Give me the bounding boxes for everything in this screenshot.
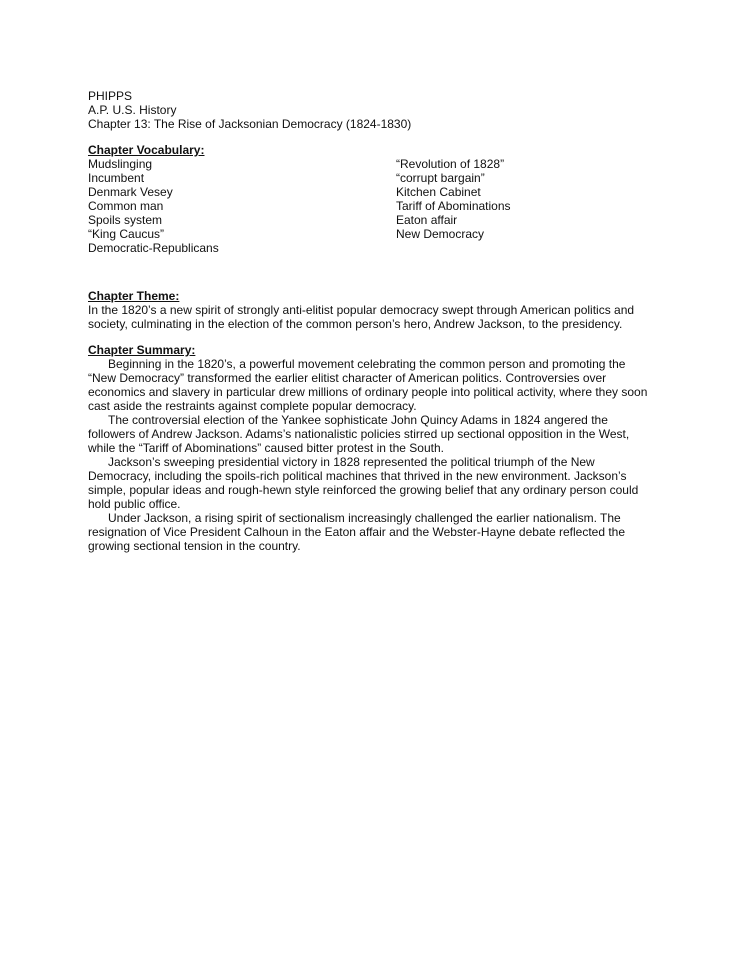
summary-line: Democracy, including the spoils-rich political machines that thrived in the new environment. Jackson’s	[88, 469, 627, 483]
summary-line: followers of Andrew Jackson. Adams’s nationalistic policies stirred up sectional opposition in the West,	[88, 427, 630, 441]
summary-line: Under Jackson, a rising spirit of sectionalism increasingly challenged the earlier nationalism. The	[108, 511, 621, 525]
summary-line: cast aside the restraints against complete popular democracy.	[88, 399, 417, 413]
summary-line: economics and slavery in particular drew millions of ordinary people into political activity, where they soon	[88, 385, 648, 399]
vocabulary-term: Denmark Vesey	[88, 185, 173, 199]
vocabulary-term: Incumbent	[88, 171, 145, 185]
summary-section	[88, 343, 647, 553]
vocabulary-term: Tariff of Abominations	[396, 199, 511, 213]
theme-section	[88, 289, 634, 331]
summary-paragraph	[88, 413, 647, 455]
summary-line: Beginning in the 1820’s, a powerful movement celebrating the common person and promoting the	[108, 357, 626, 371]
vocabulary-term: “corrupt bargain”	[396, 171, 485, 185]
summary-line: growing sectional tension in the country.	[88, 539, 301, 553]
summary-line: while the “Tariff of Abominations” caused bitter protest in the South.	[88, 441, 444, 455]
vocabulary-term: Spoils system	[88, 213, 163, 227]
vocabulary-term: Eaton affair	[396, 213, 458, 227]
chapter-title: Chapter 13: The Rise of Jacksonian Democracy (1824-1830)	[88, 117, 412, 131]
vocabulary-term: “King Caucus”	[88, 227, 165, 241]
vocabulary-term: “Revolution of 1828”	[396, 157, 505, 171]
vocabulary-term: Common man	[88, 199, 164, 213]
course-name: A.P. U.S. History	[88, 103, 177, 117]
summary-line: simple, popular ideas and rough-hewn style reinforced the growing belief that any ordinary person could	[88, 483, 639, 497]
theme-line: society, culminating in the election of the common person’s hero, Andrew Jackson, to the presidency.	[88, 317, 623, 331]
summary-paragraph	[88, 511, 647, 553]
summary-line: Jackson’s sweeping presidential victory in 1828 represented the political triumph of the New	[108, 455, 595, 469]
summary-paragraph	[88, 455, 647, 511]
vocabulary-list-right	[396, 157, 511, 241]
vocabulary-term: Democratic-Republicans	[88, 241, 219, 255]
summary-text	[88, 357, 647, 553]
summary-line: hold public office.	[88, 497, 181, 511]
vocabulary-section	[88, 143, 688, 263]
vocabulary-term: Kitchen Cabinet	[396, 185, 481, 199]
summary-line: resignation of Vice President Calhoun in the Eaton affair and the Webster-Hayne debate reflected the	[88, 525, 626, 539]
theme-line: In the 1820’s a new spirit of strongly anti-elitist popular democracy swept through American politics and	[88, 303, 635, 317]
theme-heading: Chapter Theme:	[88, 289, 180, 303]
author-name: PHIPPS	[88, 89, 133, 103]
summary-heading: Chapter Summary:	[88, 343, 196, 357]
theme-text	[88, 303, 634, 331]
summary-line: “New Democracy” transformed the earlier elitist character of American politics. Controversies over	[88, 371, 607, 385]
vocabulary-term: New Democracy	[396, 227, 485, 241]
summary-line: The controversial election of the Yankee sophisticate John Quincy Adams in 1824 angered the	[108, 413, 608, 427]
document-header	[88, 89, 411, 131]
vocabulary-list-left	[88, 157, 688, 255]
vocabulary-term: Mudslinging	[88, 157, 153, 171]
summary-paragraph	[88, 357, 647, 413]
vocabulary-heading: Chapter Vocabulary:	[88, 143, 205, 157]
